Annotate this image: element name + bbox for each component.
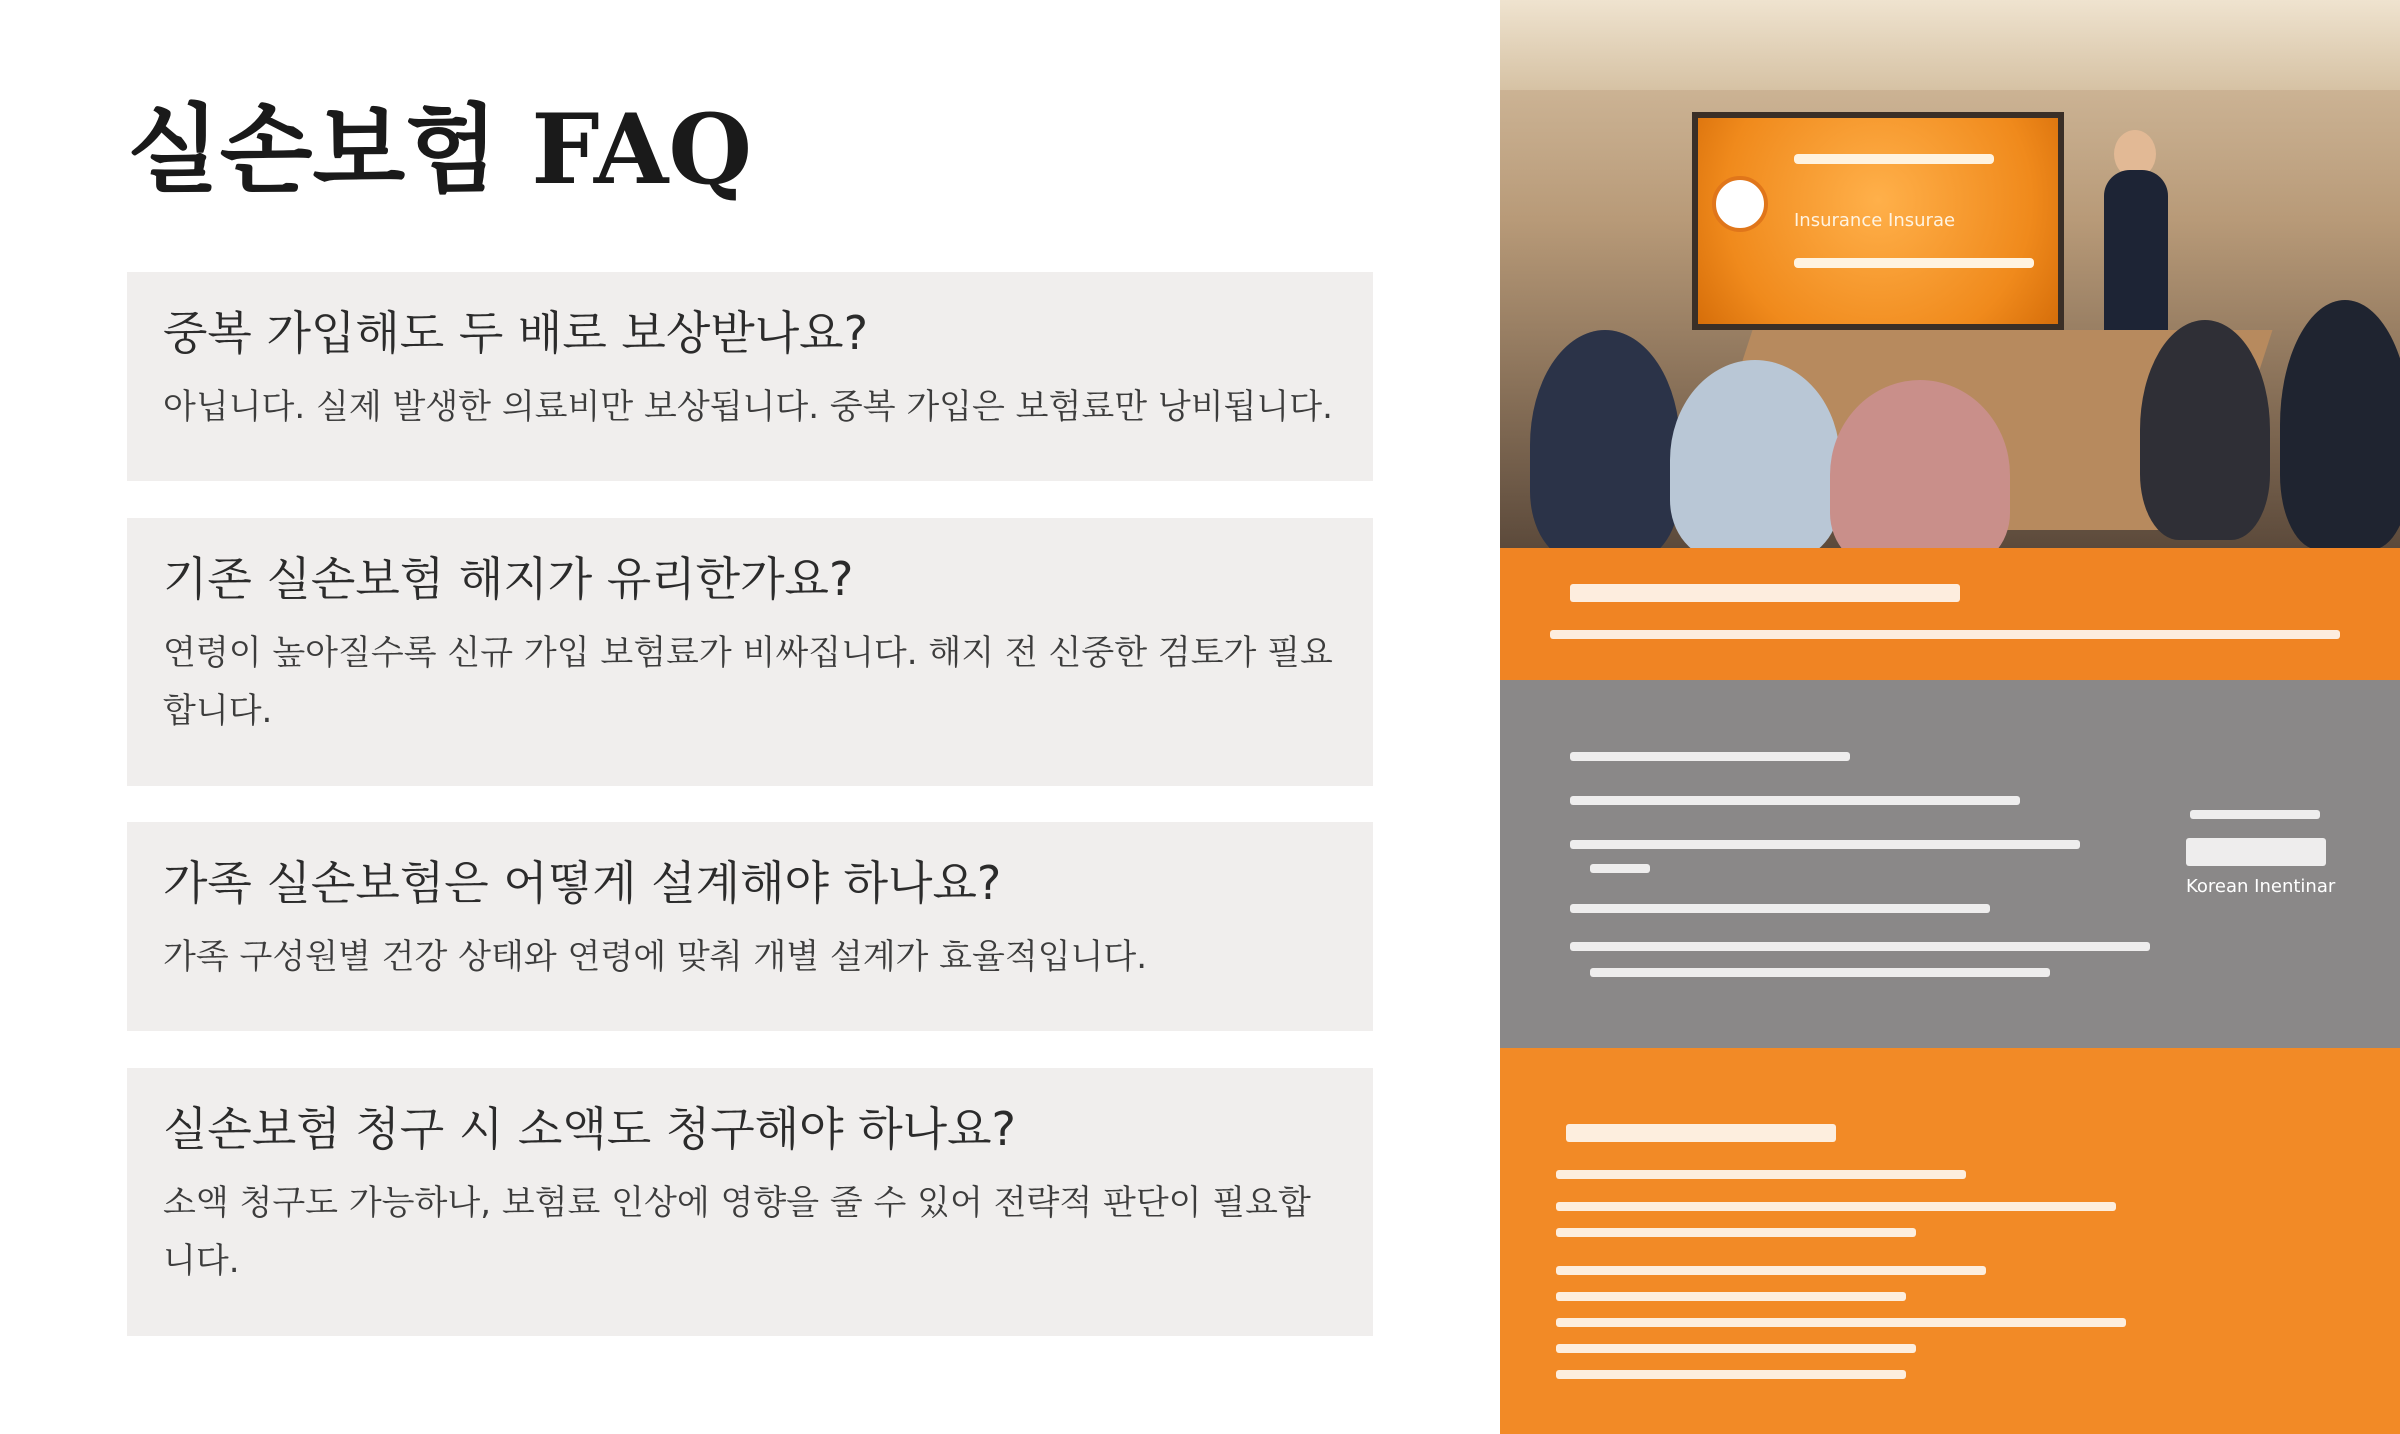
seminar-photo [1500, 0, 2400, 548]
faq-item [127, 822, 1373, 1031]
faq-question: 가족 실손보험은 어떻게 설계해야 하나요? [163, 856, 1002, 910]
faq-answer: 아닙니다. 실제 발생한 의료비만 보상됩니다. 중복 가입은 보험료만 낭비됩니다. [163, 387, 1333, 428]
presenter [2104, 170, 2168, 350]
insurance-logo-icon [1712, 176, 1768, 232]
faq-item [127, 1068, 1373, 1336]
orange-banner [1500, 548, 2400, 680]
audience-member [1530, 330, 1680, 560]
orange-footer-block [1500, 1048, 2400, 1434]
gray-info-block [1500, 680, 2400, 1048]
audience-member [2280, 300, 2400, 550]
faq-question: 실손보험 청구 시 소액도 청구해야 하나요? [163, 1102, 1016, 1156]
illustration-panel [1500, 0, 2400, 1434]
page-title: 실손보험 FAQ [127, 93, 753, 206]
faq-question: 기존 실손보험 해지가 유리한가요? [163, 552, 854, 606]
faq-answer: 소액 청구도 가능하나, 보험료 인상에 영향을 줄 수 있어 전략적 판단이 필요합니다. [163, 1183, 1311, 1281]
faq-item [127, 272, 1373, 481]
presentation-screen [1692, 112, 2064, 330]
faq-question: 중복 가입해도 두 배로 보상받나요? [163, 306, 869, 360]
faq-item [127, 518, 1373, 786]
audience-member [1670, 360, 1840, 560]
ceiling [1500, 0, 2400, 90]
audience-member [2140, 320, 2270, 540]
faq-answer: 연령이 높아질수록 신규 가입 보험료가 비싸집니다. 해지 전 신중한 검토가 필요합니다. [163, 633, 1333, 731]
screen-subtitle: Insurance Insurae [1794, 210, 1956, 231]
audience-member [1830, 380, 2010, 570]
badge-caption: Korean Inentinar [2186, 876, 2336, 897]
faq-answer: 가족 구성원별 건강 상태와 연령에 맞춰 개별 설계가 효율적입니다. [163, 937, 1148, 978]
